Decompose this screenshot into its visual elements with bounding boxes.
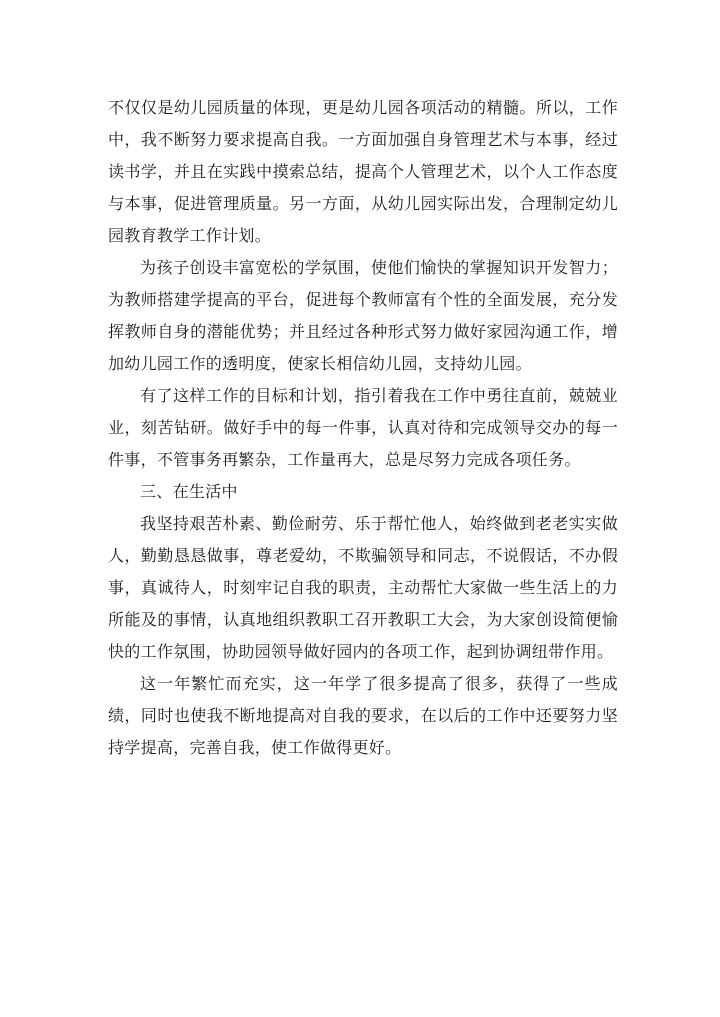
paragraph-2: 为孩子创设丰富宽松的学氛围，使他们愉快的掌握知识开发智力；为教师搭建学提高的平台，促进每个教师富有个性的全面发展，充分发挥教师自身的潜能优势；并且经过各种形式努力做好家园沟通工作，增加幼儿园工作的透明度，使家长相信幼儿园，支持幼儿园。 bbox=[108, 258, 618, 373]
paragraph-1: 不仅仅是幼儿园质量的体现，更是幼儿园各项活动的精髓。所以，工作中，我不断努力要求提高自我。一方面加强自身管理艺术与本事，经过读书学，并且在实践中摸索总结，提高个人管理艺术，以个人工作态度与本事，促进管理质量。另一方面，从幼儿园实际出发，合理制定幼儿园教育教学工作计划。 bbox=[108, 98, 618, 245]
section-heading: 三、在生活中 bbox=[140, 482, 238, 501]
paragraph-3: 有了这样工作的目标和计划，指引着我在工作中勇往直前，兢兢业业，刻苦钻研。做好手中的每一件事，认真对待和完成领导交办的每一件事，不管事务再繁杂，工作量再大，总是尽努力完成各项任务。 bbox=[108, 386, 618, 469]
paragraph-5: 这一年繁忙而充实，这一年学了很多提高了很多，获得了一些成绩，同时也使我不断地提高对自我的要求，在以后的工作中还要努力坚持学提高，完善自我，使工作做得更好。 bbox=[108, 674, 618, 757]
paragraph-4: 我坚持艰苦朴素、勤俭耐劳、乐于帮忙他人，始终做到老老实实做人，勤勤恳恳做事，尊老爱幼，不欺骗领导和同志，不说假话，不办假事，真诚待人，时刻牢记自我的职责，主动帮忙大家做一些生活上的力所能及的事情，认真地组织教职工召开教职工大会，为大家创设简便愉快的工作氛围，协助园领导做好园内的各项工作，起到协调纽带作用。 bbox=[108, 514, 618, 661]
document-body bbox=[108, 92, 618, 764]
